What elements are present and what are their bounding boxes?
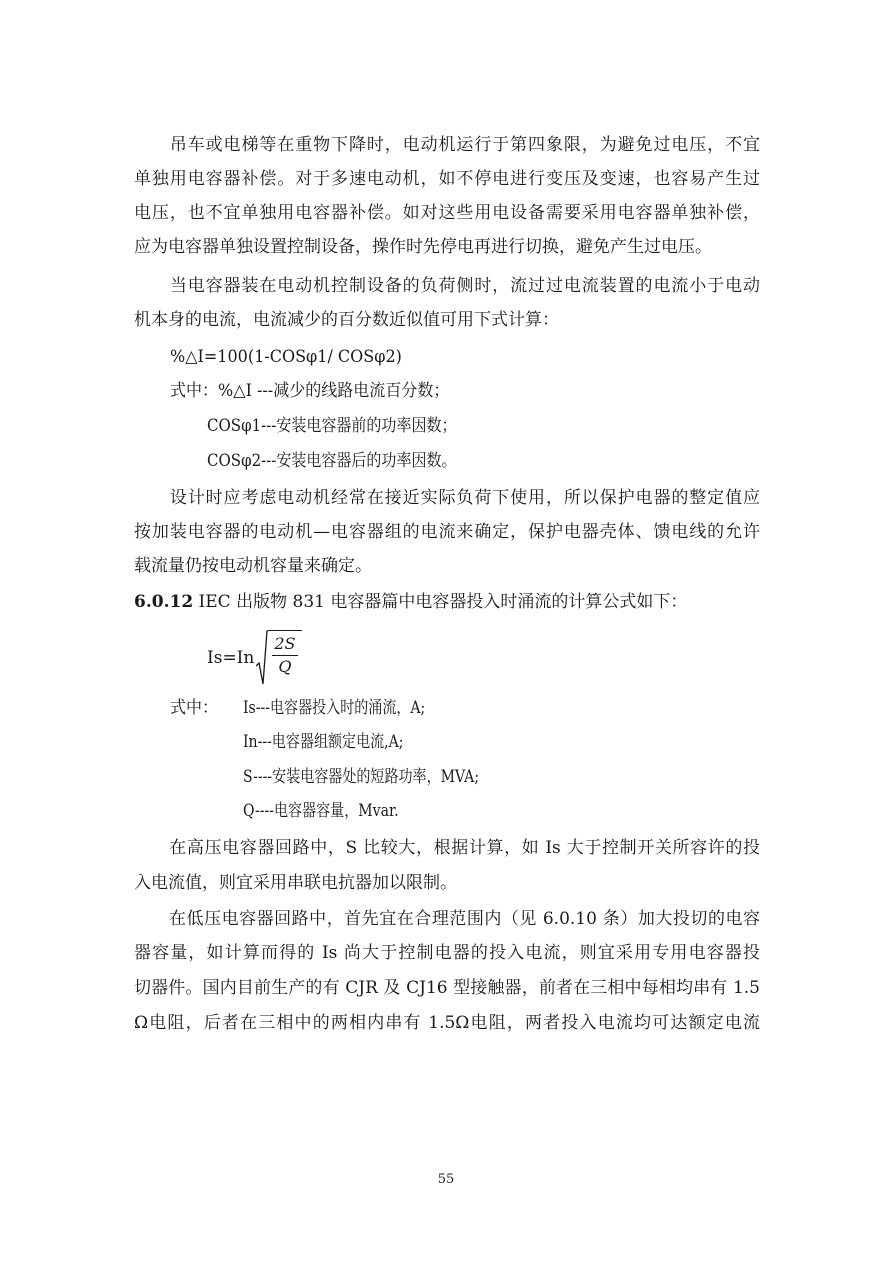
paragraph-4-line-1: 在高压电容器回路中，S 比较大，根据计算，如 Is 大于控制开关所容许的投 [134, 838, 760, 858]
fraction-denominator: Q [278, 657, 292, 676]
paragraph-5-line-2: 器容量，如计算而得的 Is 尚大于控制电器的投入电流，则宜采用专用电容器投 [134, 943, 760, 963]
formula1-def-cos2: COSφ2---安装电容器后的功率因数。 [207, 451, 457, 471]
fraction [268, 630, 301, 686]
section-title: IEC 出版物 831 电容器篇中电容器投入时涌流的计算公式如下： [193, 592, 688, 612]
paragraph-3-line-3: 载流量仍按电动机容量来确定。 [134, 556, 372, 576]
formula2-def-q: Q----电容器容量，Mvar. [243, 801, 399, 821]
paragraph-1-line-3: 电压，也不宜单独用电容器补偿。如对这些用电设备需要采用电容器单独补偿， [134, 203, 760, 223]
paragraph-5-line-4: Ω电阻，后者在三相中的两相内串有 1.5Ω电阻，两者投入电流均可达额定电流 [134, 1013, 760, 1033]
paragraph-3-line-1: 设计时应考虑电动机经常在接近实际负荷下使用，所以保护电器的整定值应 [134, 488, 760, 508]
paragraph-4-line-2: 入电流值，则宜采用串联电抗器加以限制。 [134, 873, 457, 893]
paragraph-1-line-4: 应为电容器单独设置控制设备，操作时先停电再进行切换，避免产生过电压。 [134, 237, 712, 257]
paragraph-2-line-2: 机本身的电流，电流减少的百分数近似值可用下式计算： [134, 310, 559, 330]
formula1-def-prefix: 式中：%△I ---减少的线路电流百分数； [170, 381, 450, 401]
formula2-def-s: S----安装电容器处的短路功率，MVA; [243, 767, 480, 787]
section-number: 6.0.12 [134, 592, 194, 612]
formula2-def-is: Is---电容器投入时的涌流，A; [243, 698, 426, 718]
section-heading [134, 591, 760, 613]
page-number: 55 [437, 1172, 455, 1187]
formula1-def-cos1: COSφ1---安装电容器前的功率因数； [207, 416, 457, 436]
formula-inrush-current [207, 628, 302, 688]
paragraph-1-line-1: 吊车或电梯等在重物下降时，电动机运行于第四象限，为避免过电压，不宜 [134, 135, 760, 155]
paragraph-5-line-3: 切器件。国内目前生产的有 CJR 及 CJ16 型接触器，前者在三相中每相均串有 1.5 [134, 978, 760, 998]
fraction-numerator: 2S [272, 633, 297, 656]
formula2-def-prefix: 式中： [170, 698, 219, 718]
formula-percent-current: %△I=100(1-COSφ1/ COSφ2) [170, 347, 402, 367]
square-root [256, 630, 301, 686]
paragraph-5-line-1: 在低压电容器回路中，首先宜在合理范围内（见 6.0.10 条）加大投切的电容 [134, 909, 760, 929]
paragraph-2-line-1: 当电容器装在电动机控制设备的负荷侧时，流过过电流装置的电流小于电动 [134, 276, 760, 296]
radical-sign-icon [256, 630, 268, 686]
formula2-def-in: In---电容器组额定电流,A; [243, 732, 404, 752]
paragraph-1-line-2: 单独用电容器补偿。对于多速电动机，如不停电进行变压及变速，也容易产生过 [134, 169, 760, 189]
formula2-lhs: Is=In [207, 648, 255, 668]
paragraph-3-line-2: 按加装电容器的电动机—电容器组的电流来确定，保护电器壳体、馈电线的允许 [134, 522, 760, 542]
